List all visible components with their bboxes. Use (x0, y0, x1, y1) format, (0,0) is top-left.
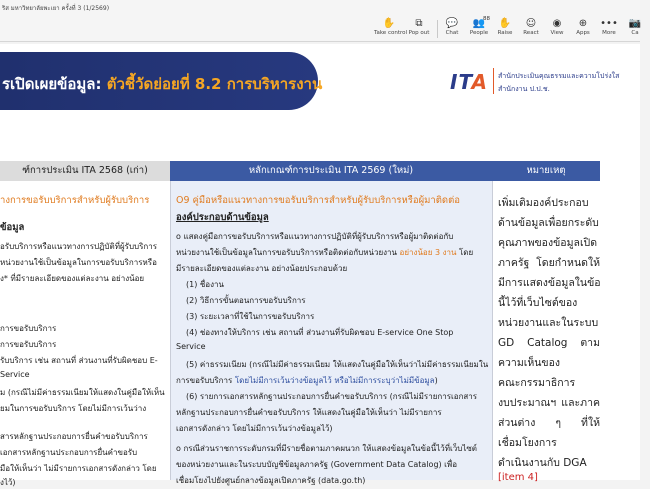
header-remarks: หมายเหตุ (492, 161, 600, 181)
column-divider (170, 181, 171, 480)
new-text-line: o แสดงคู่มือการขอรับบริการหรือแนวทางการปฏิบัติที่ผู้รับบริการหรือผู้มาติดต่อกับ (176, 232, 454, 241)
min-three-tasks: อย่างน้อย 3 งาน (399, 248, 457, 257)
react-icon: ☺ (525, 18, 537, 29)
meeting-toolbar (0, 0, 640, 42)
criteria-item: Service (176, 342, 206, 351)
remark-line: เพิ่มเติมองค์ประกอบ (498, 197, 589, 209)
slide-banner (0, 52, 323, 110)
take-control-button[interactable]: ✋ Take control (374, 18, 408, 36)
new-text-line: เชื่อมโยงไปยังศูนย์กลางข้อมูลเปิดภาครัฐ (data.go.th) (176, 476, 366, 485)
remark-line: ภาครัฐ โดยกำหนดให้ (498, 257, 600, 269)
old-text-line: ง* ที่มีรายละเอียดของแต่ละงาน อย่างน้อย (0, 274, 145, 283)
shared-slide (0, 44, 640, 487)
criteria-item: (5) ค่าธรรมเนียม (กรณีไม่มีค่าธรรมเนียม ให้แสดงในคู่มือให้เห็นว่าไม่มีค่าธรรมเนียมใน (186, 360, 489, 369)
more-icon: ••• (600, 18, 618, 29)
old-text-line: มือให้เห็นว่า ไม่มีรายการเอกสารดังกล่าว โดย (0, 464, 157, 473)
chat-icon: 💬 (445, 18, 459, 29)
camera-button[interactable]: 📷 Ca (620, 17, 650, 41)
criteria-item: (6) รายการเอกสารหลักฐานประกอบการยื่นคำขอรับบริการ (กรณีไม่มีรายการเอกสาร (186, 392, 478, 401)
remark-line: เชื่อมโยงการ (498, 437, 557, 449)
org-name-line1: สำนักประเมินคุณธรรมและความโปร่งใส (498, 72, 620, 80)
take-control-icon: ✋ (382, 18, 396, 29)
old-text-line: สารหลักฐานประกอบการยื่นคำขอรับบริการ (0, 432, 148, 441)
old-text-line: การขอรับบริการ (0, 340, 57, 349)
remark-line: คณะกรรมาธิการ (498, 377, 576, 389)
remark-line: คุณภาพของข้อมูลเปิด (498, 237, 598, 249)
old-text-line: เอกสารหลักฐานประกอบการยื่นคำขอรับ (0, 448, 138, 457)
new-text-line: หน่วยงานใช้เป็นข้อมูลในการขอรับบริการหรือติดต่อกับหน่วยงาน อย่างน้อย 3 งาน โดย (176, 248, 474, 257)
o9-heading: O9 คู่มือหรือแนวทางการขอรับบริการสำหรับผู้รับบริการหรือผู้มาติดต่อ (176, 195, 460, 206)
raise-hand-icon: ✋ (498, 18, 512, 29)
more-button[interactable]: ••• More (594, 17, 624, 41)
old-text-line: อรับบริการหรือแนวทางการปฏิบัติที่ผู้รับบริการ (0, 242, 158, 251)
old-text-line: การขอรับบริการ (0, 324, 57, 333)
data-component-heading: องค์ประกอบด้านข้อมูล (176, 212, 269, 223)
old-text-line: ม (กรณีไม่มีค่าธรรมเนียมให้แสดงในคู่มือให้เห็น (0, 388, 165, 397)
criteria-item: (1) ชื่องาน (186, 280, 224, 289)
slide-title: รเปิดเผยข้อมูล: ตัวชี้วัดย่อยที่ 8.2 การบริหารงาน (2, 75, 323, 93)
react-button[interactable]: ☺ React (516, 17, 546, 41)
apps-icon: ⊕ (578, 18, 588, 29)
remark-line: ด้านข้อมูลเพื่อยกระดับ (498, 217, 599, 229)
old-text-line: ยมในการขอรับบริการ โดยไม่มีการเว้นว่าง (0, 404, 147, 413)
old-heading: างการขอรับบริการสำหรับผู้รับบริการ (0, 195, 150, 206)
remark-line: ความเห็นของ (498, 357, 561, 369)
header-old-criteria: ฑ์การประเมิน ITA 2568 (เก่า) (0, 161, 170, 181)
meeting-title: ริส มหาวิทยาลัยพะเยา ครั้งที่ 3 (1/2569) (2, 5, 110, 12)
camera-icon: 📷 (628, 18, 642, 29)
org-name-line2: สำนักงาน ป.ป.ช. (498, 85, 550, 93)
criteria-item: เอกสารดังกล่าว โดยไม่มีการเว้นว่างข้อมูลไว้) (176, 424, 333, 433)
remark-line: GD Catalog ตาม (498, 337, 600, 349)
remark-line: นี้ไว้ที่เว็บไซต์ของ (498, 297, 578, 309)
remark-line: ส่วนต่าง ๆ ที่ให้ (498, 417, 600, 429)
criteria-item: (2) วิธีการขั้นตอนการขอรับบริการ (186, 296, 306, 305)
criteria-item: หลักฐานประกอบการยื่นคำขอรับบริการ ให้แสดงในคู่มือให้เห็นว่า ไม่มีรายการ (176, 408, 442, 417)
criteria-item: (4) ช่องทางให้บริการ เช่น สถานที่ ส่วนงานที่รับผิดชอบ E-service One Stop (186, 328, 454, 337)
header-new-criteria: หลักเกณฑ์การประเมิน ITA 2569 (ใหม่) (170, 161, 492, 181)
criteria-item: (3) ระยะเวลาที่ใช้ในการขอรับบริการ (186, 312, 315, 321)
remark-line: มีการแสดงข้อมูลในข้อ (498, 277, 601, 289)
people-icon: 👥 (472, 18, 486, 29)
view-button[interactable]: ◉ View (542, 17, 572, 41)
old-text-line: งไว้) (0, 478, 16, 487)
logo-divider (493, 68, 494, 94)
people-button[interactable]: 👥 88 People (464, 17, 494, 41)
remark-line: หน่วยงานและในระบบ (498, 317, 599, 329)
new-text-line: ของหน่วยงานและในระบบบัญชีข้อมูลภาครัฐ (Government Data Catalog) เพื่อ (176, 460, 457, 469)
ita-logo: ITA (450, 70, 489, 94)
participant-count: 88 (483, 16, 490, 22)
chat-button[interactable]: 💬 Chat (437, 17, 467, 41)
old-text-line: รับบริการ เช่น สถานที่ ส่วนงานที่รับผิดชอบ E- (0, 356, 158, 365)
new-text-line: o กรณีส่วนราชการระดับกรมที่มีรายชื่อตามภาคผนวก ให้แสดงข้อมูลในข้อนี้ไว้ที่เว็บไซต์ (176, 444, 477, 453)
pop-out-button[interactable]: ⧉ Pop out (404, 17, 434, 41)
slide-title-highlight: ตัวชี้วัดย่อยที่ 8.2 การบริหารงาน (106, 75, 323, 93)
no-blank-note: โดยไม่มีการเว้นว่างข้อมูลไว้ หรือไม่มีการระบุว่าไม่มีข้อมูล (234, 376, 435, 385)
pop-out-icon: ⧉ (415, 18, 423, 29)
remark-line: งบประมาณฯ และภาค (498, 397, 600, 409)
remark-item-tag: [item 4] (498, 472, 538, 483)
new-text-line: มีรายละเอียดของแต่ละงาน อย่างน้อยประกอบด้วย (176, 264, 348, 273)
old-text-line: หน่วยงานใช้เป็นข้อมูลในการขอรับบริการหรือ (0, 258, 157, 267)
raise-hand-button[interactable]: ✋ Raise (490, 17, 520, 41)
criteria-item: การขอรับบริการ โดยไม่มีการเว้นว่างข้อมูลไว้ หรือไม่มีการระบุว่าไม่มีข้อมูล) (176, 376, 438, 385)
old-subheading: ข้อมูล (0, 222, 25, 233)
column-divider (492, 181, 493, 480)
view-icon: ◉ (552, 18, 562, 29)
apps-button[interactable]: ⊕ Apps (568, 17, 598, 41)
old-text-line: Service (0, 370, 30, 379)
remark-line: ดำเนินงานกับ DGA (498, 457, 587, 469)
